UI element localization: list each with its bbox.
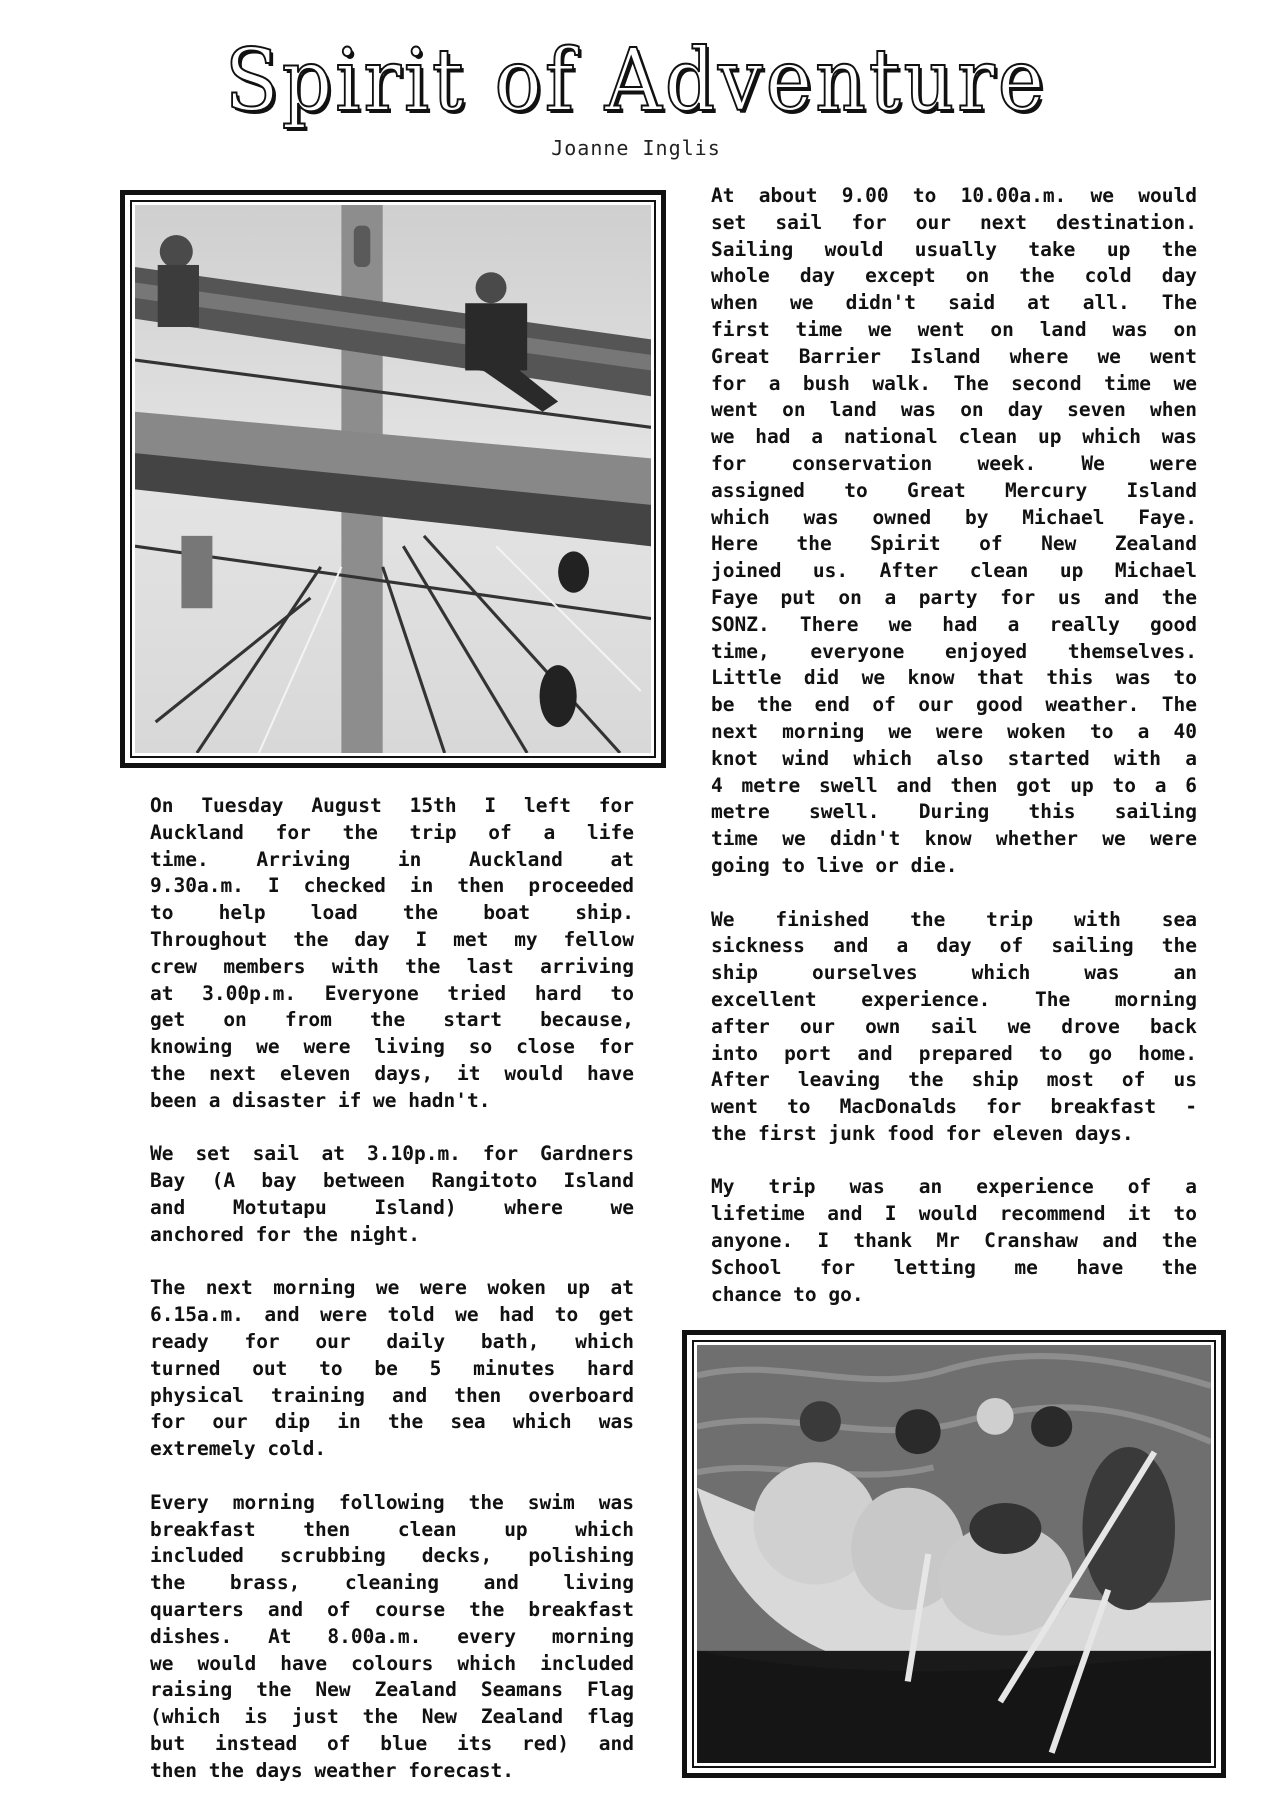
paragraph xyxy=(150,1490,634,1785)
text-line: assigned to Great Mercury Island xyxy=(711,478,1197,502)
text-line: we would have colours which included xyxy=(150,1651,634,1675)
article-right-column xyxy=(711,183,1197,1335)
paragraph xyxy=(150,793,634,1115)
text-line: which was owned by Michael Faye. xyxy=(711,505,1197,529)
text-line: 9.30a.m. I checked in then proceeded xyxy=(150,874,634,898)
text-line: Great Barrier Island where we went xyxy=(711,344,1197,368)
photo-frame-boat xyxy=(682,1330,1226,1778)
text-line: quarters and of course the breakfast xyxy=(150,1597,634,1621)
text-line: knot wind which also started with a xyxy=(711,746,1197,770)
crew-in-inflatable-boat-photo-icon xyxy=(697,1345,1211,1763)
text-line: We finished the trip with sea xyxy=(711,907,1197,931)
paragraph xyxy=(150,1275,634,1463)
text-line: ready for our daily bath, which xyxy=(150,1329,634,1353)
text-line: On Tuesday August 15th I left for xyxy=(150,794,634,817)
text-line: At about 9.00 to 10.00a.m. we would xyxy=(711,184,1197,207)
text-line: metre swell. During this sailing xyxy=(711,800,1197,824)
text-line: anyone. I thank Mr Cranshaw and the xyxy=(711,1229,1197,1253)
text-line: The next morning we were woken up at xyxy=(150,1276,634,1300)
text-line: sickness and a day of sailing the xyxy=(711,934,1197,958)
text-line: turned out to be 5 minutes hard xyxy=(150,1356,634,1380)
text-line: School for letting me have the xyxy=(711,1255,1197,1279)
text-line: the next eleven days, it would have xyxy=(150,1061,634,1085)
text-line: been a disaster if we hadn't. xyxy=(150,1088,491,1112)
text-line: My trip was an experience of a xyxy=(711,1175,1197,1199)
text-line: going to live or die. xyxy=(711,853,958,877)
article-left-column xyxy=(150,793,634,1811)
text-line: time we didn't know whether we were xyxy=(711,827,1197,851)
text-line: breakfast then clean up which xyxy=(150,1517,634,1541)
paragraph xyxy=(150,1141,634,1248)
text-line: the first junk food for eleven days. xyxy=(711,1121,1134,1145)
photo-frame-rigging xyxy=(120,190,666,768)
text-line: Here the Spirit of New Zealand xyxy=(711,532,1197,556)
text-line: went on land was on day seven when xyxy=(711,398,1197,422)
text-line: went to MacDonalds for breakfast - xyxy=(711,1095,1197,1119)
text-line: for our dip in the sea which was xyxy=(150,1410,634,1434)
text-line: for a bush walk. The second time we xyxy=(711,371,1197,395)
text-line: lifetime and I would recommend it to xyxy=(711,1202,1197,1226)
text-line: when we didn't said at all. The xyxy=(711,291,1197,315)
text-line: dishes. At 8.00a.m. every morning xyxy=(150,1624,634,1648)
text-line: Bay (A bay between Rangitoto Island xyxy=(150,1169,634,1193)
article-title: Spirit of Adventure xyxy=(224,31,1048,131)
text-line: ship ourselves which was an xyxy=(711,961,1197,985)
text-line: the brass, cleaning and living xyxy=(150,1571,634,1595)
text-line: then the days weather forecast. xyxy=(150,1758,514,1782)
text-line: included scrubbing decks, polishing xyxy=(150,1544,634,1568)
text-line: and Motutapu Island) where we xyxy=(150,1195,634,1219)
text-line: for conservation week. We were xyxy=(711,451,1197,475)
text-line: physical training and then overboard xyxy=(150,1383,634,1407)
text-line: Faye put on a party for us and the xyxy=(711,585,1197,609)
text-line: into port and prepared to go home. xyxy=(711,1041,1197,1065)
paragraph xyxy=(711,907,1197,1148)
text-line: After leaving the ship most of us xyxy=(711,1068,1197,1092)
text-line: after our own sail we drove back xyxy=(711,1014,1197,1038)
text-line: Throughout the day I met my fellow xyxy=(150,927,634,951)
paragraph xyxy=(711,183,1197,880)
text-line: time. Arriving in Auckland at xyxy=(150,847,634,871)
text-line: (which is just the New Zealand flag xyxy=(150,1705,634,1729)
text-line: We set sail at 3.10p.m. for Gardners xyxy=(150,1142,634,1166)
text-line: SONZ. There we had a really good xyxy=(711,612,1197,636)
tall-ship-rigging-photo-icon xyxy=(135,205,651,753)
text-line: Little did we know that this was to xyxy=(711,666,1197,690)
text-line: crew members with the last arriving xyxy=(150,954,634,978)
text-line: 4 metre swell and then got up to a 6 xyxy=(711,773,1197,797)
text-line: be the end of our good weather. The xyxy=(711,693,1197,717)
text-line: joined us. After clean up Michael xyxy=(711,559,1197,583)
text-line: whole day except on the cold day xyxy=(711,264,1197,288)
article-author: Joanne Inglis xyxy=(551,136,721,160)
text-line: time, everyone enjoyed themselves. xyxy=(711,639,1197,663)
text-line: Auckland for the trip of a life xyxy=(150,820,634,844)
text-line: 6.15a.m. and were told we had to get xyxy=(150,1303,634,1327)
text-line: at 3.00p.m. Everyone tried hard to xyxy=(150,981,634,1005)
text-line: Sailing would usually take up the xyxy=(711,237,1197,261)
text-line: anchored for the night. xyxy=(150,1222,421,1246)
text-line: Every morning following the swim was xyxy=(150,1490,634,1514)
text-line: next morning we were woken to a 40 xyxy=(711,719,1197,743)
text-line: but instead of blue its red) and xyxy=(150,1731,634,1755)
text-line: knowing we were living so close for xyxy=(150,1035,634,1059)
text-line: raising the New Zealand Seamans Flag xyxy=(150,1678,634,1702)
text-line: excellent experience. The morning xyxy=(711,987,1197,1011)
text-line: we had a national clean up which was xyxy=(711,425,1197,449)
text-line: first time we went on land was on xyxy=(711,317,1197,341)
text-line: extremely cold. xyxy=(150,1437,327,1461)
text-line: chance to go. xyxy=(711,1282,864,1306)
text-line: to help load the boat ship. xyxy=(150,901,634,925)
paragraph xyxy=(711,1174,1197,1308)
text-line: get on from the start because, xyxy=(150,1008,634,1032)
text-line: set sail for our next destination. xyxy=(711,210,1197,234)
